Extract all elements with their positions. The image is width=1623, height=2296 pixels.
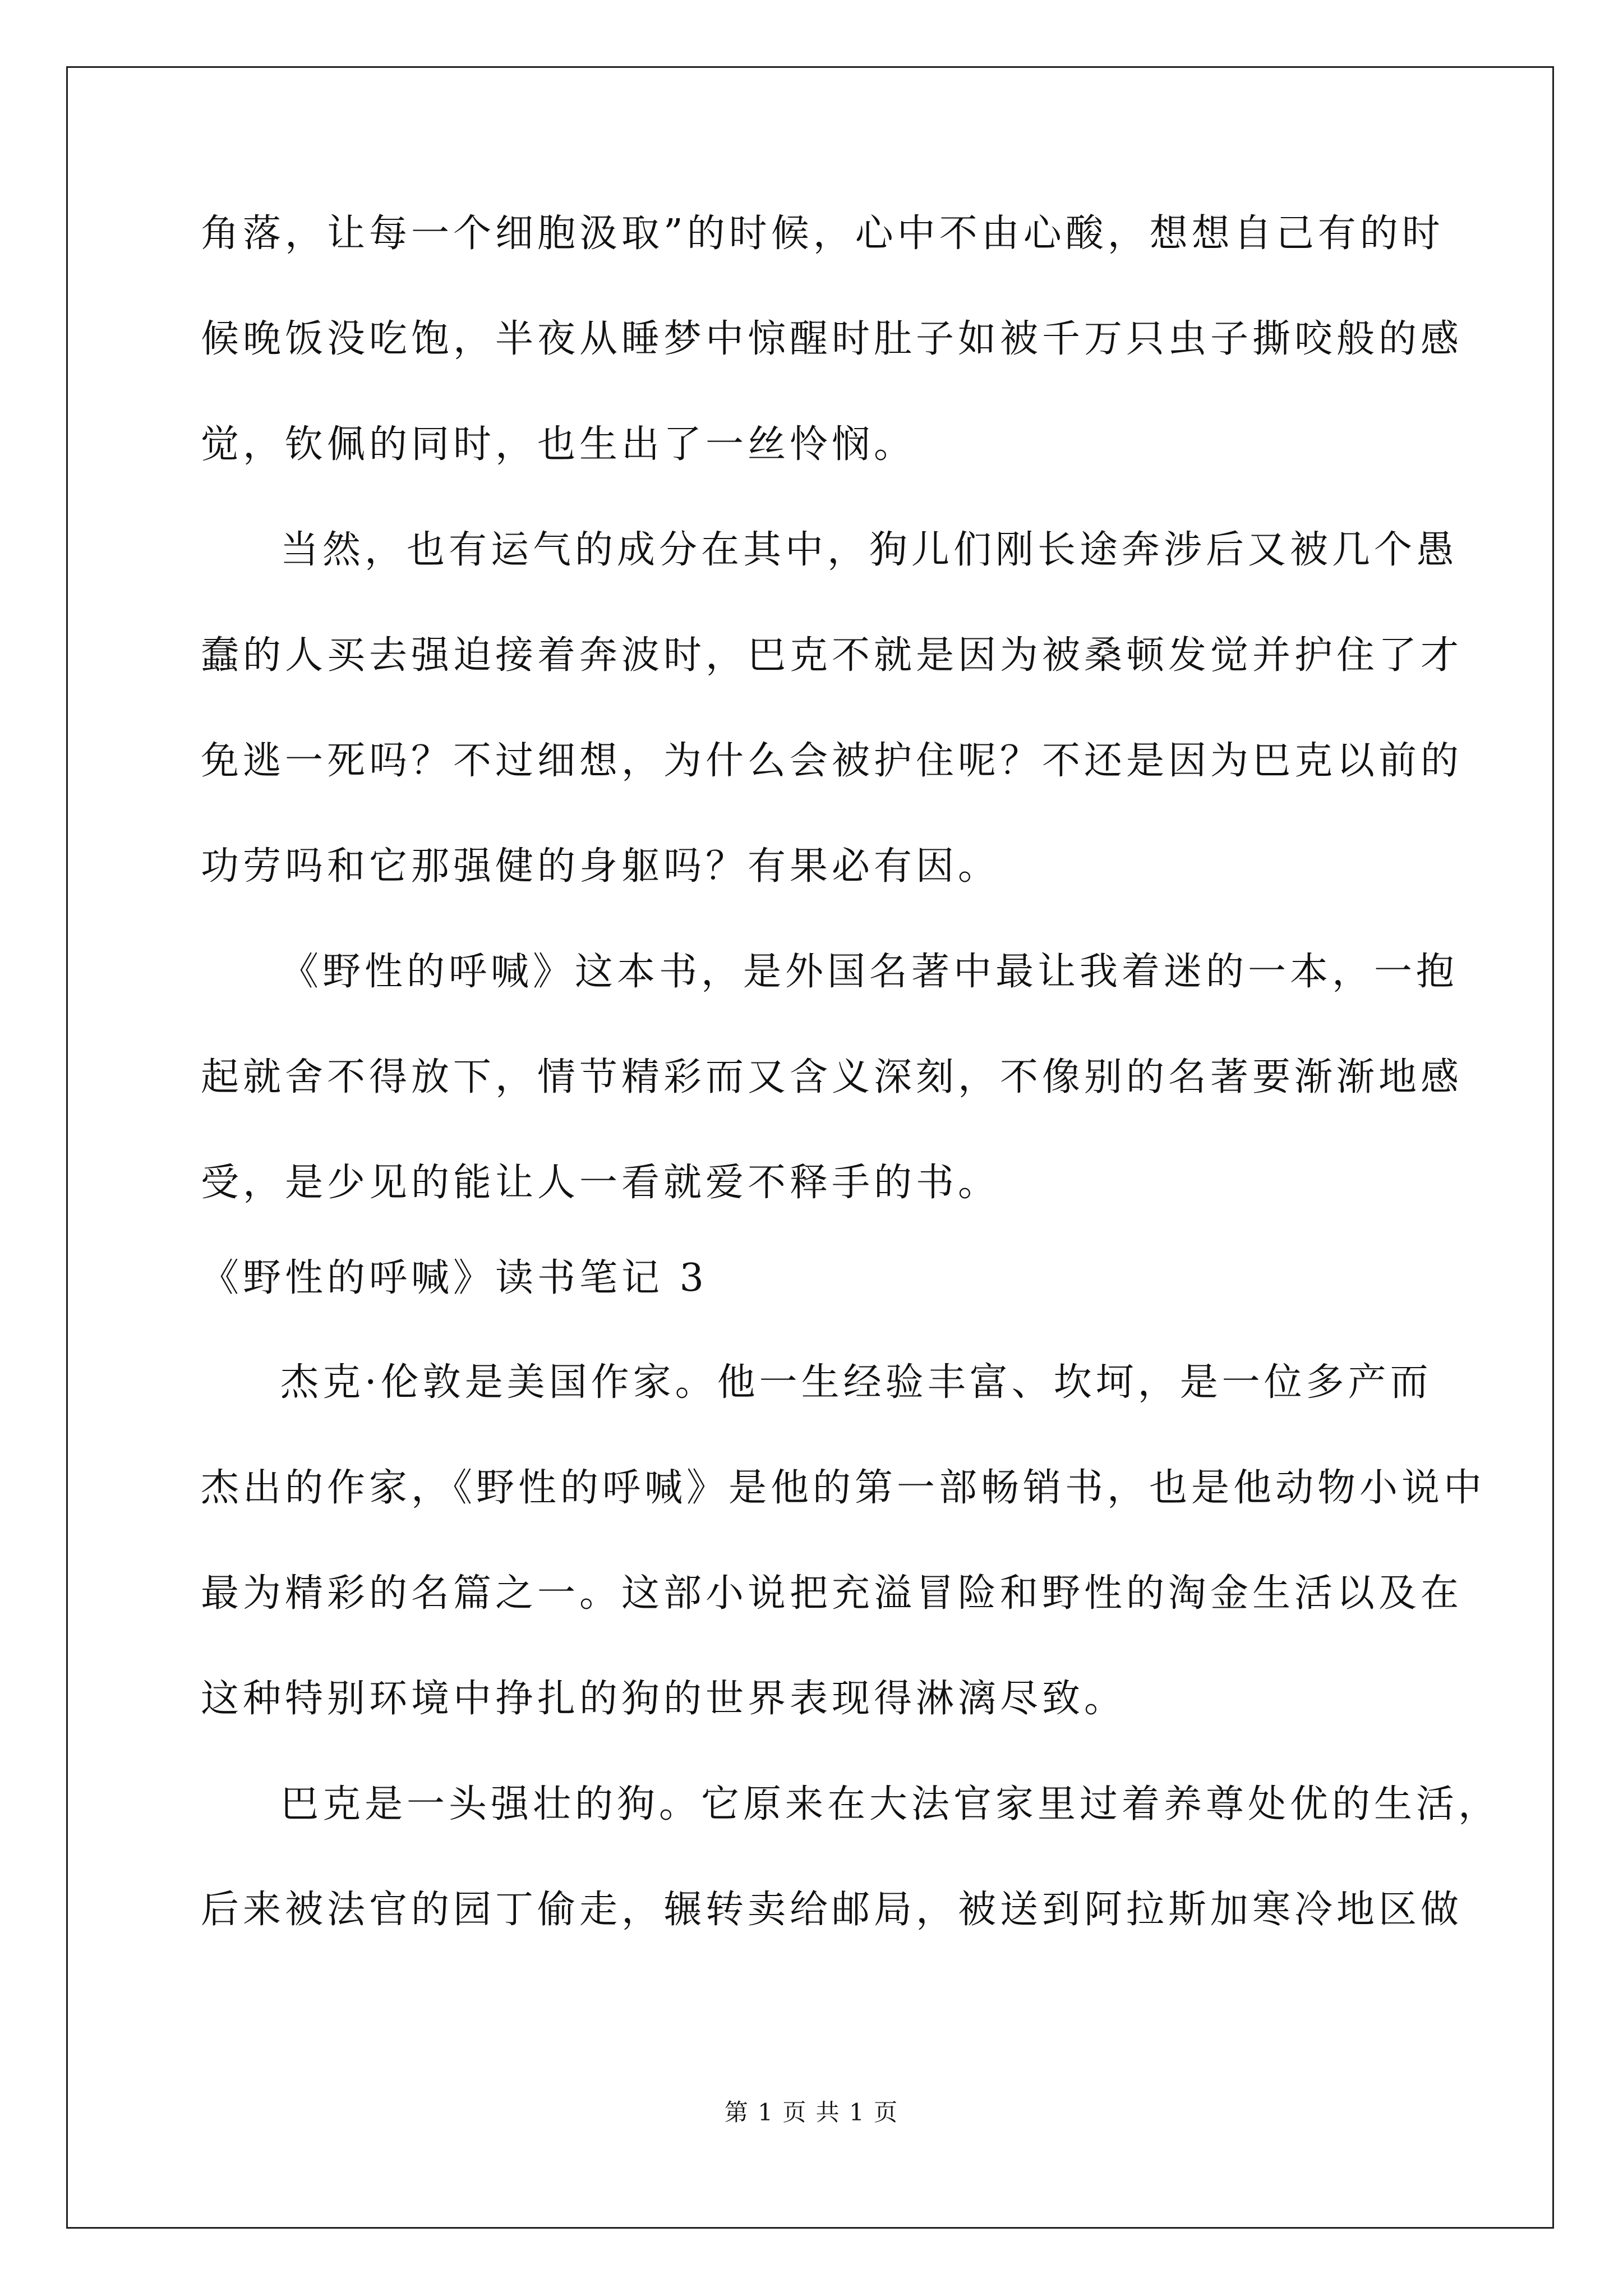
paragraph-first-line: 当然，也有运气的成分在其中，狗儿们刚长途奔涉后又被几个愚 [280,528,1459,572]
paragraph-first-line: 杰克·伦敦是美国作家。他一生经验丰富、坎坷，是一位多产而 [280,1360,1432,1405]
text-line: 功劳吗和它那强健的身躯吗？有果必有因。 [201,844,1000,889]
text-line: 角落，让每一个细胞汲取”的时候，心中不由心酸，想想自己有的时 [201,211,1444,256]
text-line: 起就舍不得放下，情节精彩而又含义深刻，不像别的名著要渐渐地感 [201,1055,1463,1099]
section-heading: 《野性的呼喊》读书笔记 3 [201,1256,708,1300]
text-line: 这种特别环境中挣扎的狗的世界表现得淋漓尽致。 [201,1677,1127,1721]
text-line: 杰出的作家，《野性的呼喊》是他的第一部畅销书，也是他动物小说中 [201,1466,1486,1510]
text-line: 后来被法官的园丁偷走，辗转卖给邮局，被送到阿拉斯加寒冷地区做 [201,1888,1463,1932]
text-line: 免逃一死吗？不过细想，为什么会被护住呢？不还是因为巴克以前的 [201,739,1463,783]
text-line: 最为精彩的名篇之一。这部小说把充溢冒险和野性的淘金生活以及在 [201,1571,1463,1616]
paragraph-first-line: 《野性的呼喊》这本书，是外国名著中最让我着迷的一本，一抱 [280,950,1459,994]
page-number: 第 1 页 共 1 页 [724,2099,899,2126]
text-line: 蠢的人买去强迫接着奔波时，巴克不就是因为被桑顿发觉并护住了才 [201,633,1463,678]
text-line: 觉，钦佩的同时，也生出了一丝怜悯。 [201,422,916,467]
text-line: 候晚饭没吃饱，半夜从睡梦中惊醒时肚子如被千万只虫子撕咬般的感 [201,317,1463,361]
text-line: 受，是少见的能让人一看就爱不释手的书。 [201,1161,1000,1205]
paragraph-first-line: 巴克是一头强壮的狗。它原来在大法官家里过着养尊处优的生活， [280,1782,1501,1826]
